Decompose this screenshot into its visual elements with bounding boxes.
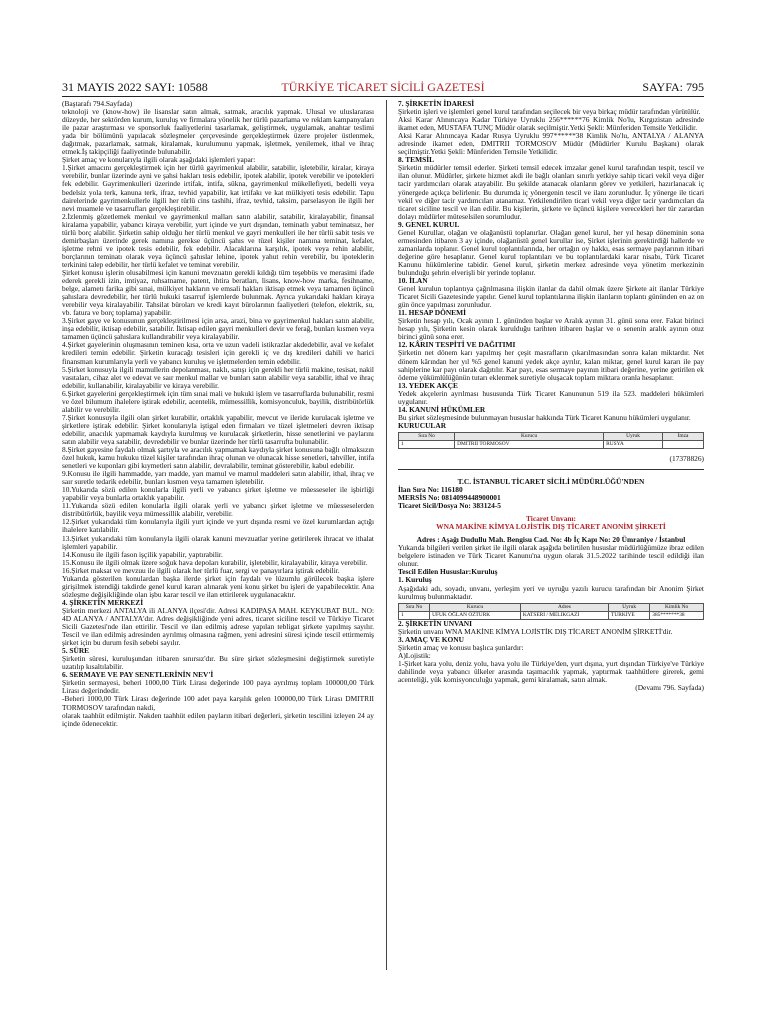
paragraph: Aşağıdaki adı, soyadı, unvanı, yerleşim yeri ve uyruğu yazılı kurucu tarafından bir Anonim Şirket kurulmuş bulunmaktadır. — [398, 583, 704, 601]
founders-title: KURUCULAR — [398, 420, 447, 430]
paragraph: Yedek akçelerin ayrılması hususunda Türk Ticaret Kanununun 519 ila 523. maddeleri hükümleri uygulanır. — [398, 388, 704, 406]
table-header-row — [399, 603, 704, 611]
paragraph: 12.Şirket yukarıdaki tüm konularıyla ilgili yurt içinde ve yurt dışında resmi ve özel kurumlardan açtığı ihalelere katılabilir. — [62, 517, 374, 535]
paragraph: olarak taahhüt edilmiştir. Nakden taahhüt edilen payların itibari değerleri, şirketin tescilini izleyen 24 ay içinde ödenecektir. — [62, 710, 374, 728]
page-header — [62, 78, 704, 97]
table-cell: TÜRKİYE — [609, 611, 650, 619]
page-number: SAYFA: 795 — [642, 80, 704, 94]
paragraph: 1-Şirket kara yolu, deniz yolu, hava yolu ile Türkiye'den, yurt dışına, yurt dışından Türkiye've Türkiye dahilinde veya yabancı ülkeler arasında taşımacılık yapmak, yaptırmak taahhütlere girerek, gemi acenteliği, yük komisyonculuğu yapmak, gemi kiralamak, satın almak. — [398, 658, 704, 684]
paragraph: 11.Yukarıda sözü edilen konularla ilgili olarak yerli ve yabancı şirket işletme ve müesseselerden distribütörlük, bayilik veya mümessillik alabilir, verebilir. — [62, 501, 374, 519]
table-header: Kimlik No — [650, 603, 704, 611]
continued-from: (Baştarafı 794.Sayfada) — [62, 99, 133, 108]
table-cell: 1 — [399, 440, 455, 448]
paragraph: Bu şirket sözleşmesinde bulunmayan hususlar hakkında Türk Ticaret Kanunu hükümleri uygulanır. — [398, 412, 691, 422]
left-column — [62, 100, 374, 728]
paragraph: 5.Şirket konusuyla ilgili mamullerin depolanması, naklı, satışı için gerekli her türlü makine, tesisat, nakil vasıtaları, cihaz alet ve edevat ve saır menkul mallar ve bunları satın alabilir veya satabilir, ithal ve ihraç edebilir, kullanabilir, kiralayabilir ve kiraya verebilir. — [62, 364, 374, 390]
paragraph: 14.Konusu ile ilgili fason işçilik yapabilir, yaptırabilir. — [62, 549, 223, 559]
paragraph: Şirketin işleri ve işlemleri genel kurul tarafından seçilecek bir veya birkaç müdür tarafından yürütülür. — [398, 107, 701, 117]
paragraph: Şirket amaç ve konularıyla ilgili olarak aşağıdaki işlemleri yapar: — [62, 155, 256, 165]
section-title: 6. SERMAYE VE PAY SENETLERİNİN NEV'İ — [62, 670, 214, 680]
paragraph: -Beheri 1000,00 Türk Lirası değerinde 100 adet paya karşılık gelen 100000,00 Türk Lirası DMITRII TORMOSOV tarafından nakdi, — [62, 694, 374, 712]
paragraph: Yukarıda gösterilen konulardan başka ilerde şirket için faydalı ve lüzumlu görülecek başka işlere girişilmek istendiği takdirde genel kurul kararı alınarak yeni konu şirket bu işleri de yapabilecektir. Ana sözleşme değişikliğinde olan işbu karar tescil ve ilan ettirilerek uygulanacaktır. — [62, 573, 374, 599]
paragraph: 15.Konusu ile ilgili olmak üzere soğuk hava depoları kurabilir, işletebilir, kiralayabilir, kiraya verebilir. — [62, 557, 368, 567]
paragraph: Aksi Karar Alınıncaya Kadar Rusya Uyruklu 997******38 Kimlik No'lu, ANTALYA / ALANYA adresinde ikamet eden, DMITRII TORMOSOV Müdür (Müdürler Kurulu Başkanı) olarak seçilmiştir.Yetki Şekli: Münferiden Temsile Yetkilidir. — [398, 131, 704, 157]
paragraph: 8.Şirket gayesine faydalı olmak şartıyla ve aracılık yapmamak kaydıyla şirket konusuna bağlı olmaksızın özel hukuk, kamu hukuku tüzel kişiler tarafından ihraç olunan ve olunacak hisse senetleri, tahviller, intifa senetleri ve kuponları gibi kıymetleri satın alabilir, devralabilir, teminat gösterebilir, kabul edebilir. — [62, 445, 374, 471]
table-header: Kurucu — [430, 603, 521, 611]
table-cell: 1 — [399, 611, 430, 619]
paragraph: 13.Şirket yukarıdaki tüm konularıyla ilgili olarak kanuni mevzuatlar yerine getirilerek ihracat ve ithalat işlemleri yapabilir. — [62, 533, 374, 551]
section-separator — [398, 469, 704, 470]
section-title: 7. ŞİRKETİN İDARESİ — [398, 99, 475, 108]
paragraph: Şirketin unvanı WNA MAKİNE KİMYA LOJİSTİK DIŞ TİCARET ANONİM ŞİRKETİ'dir. — [398, 626, 673, 636]
section-title: 13. YEDEK AKÇE — [398, 380, 458, 390]
reference-number: (17378826) — [669, 453, 704, 463]
right-column — [398, 100, 704, 692]
table-cell — [663, 440, 704, 448]
paragraph: Şirket konusu işlerin olusabilmesi için kanuni mevzuatın gerekli kıldığı tüm teşebbüs ve merasimi ifade ederek gerekli izin, imtiyaz, ruhsatname, patent, ihtira beratları, lisans, know-how marka, fesihname, belge, alametı farika gibi sınai, mülkiyet hakların ve emsali hakları iktisap etmek veya tamamen üçüncü şahıslara devredebilir, her türlü hukuki tasarruf işlemlerde bulunmak. Ayrıca yukarıdaki hakları kiraya verebilir veya kiralayabilir. Tahsilat büroları ve kredi kayıt bürolarının faaliyetleri (telefon, elektrik, su, vb. fatura ve borç toplama) yapabilir. — [62, 267, 374, 318]
paragraph: Yukarıda bilgileri verilen şirket ile ilgili olarak aşağıda belirtilen hususlar müdürlüğümüze ibraz edilen belgelere istinaden ve Türk Ticaret Kanunu'na uygun olarak 31.5.2022 tarihinde tescil edildiği ilan olunur. — [398, 543, 704, 569]
paragraph: Şirketin süresi, kuruluşundan itibaren sınırsız'dır. Bu süre şirket sözleşmesini değiştirmek suretiyle uzatılıp kısaltılabilir. — [62, 654, 374, 672]
section-title: 10. İLAN — [398, 276, 428, 286]
paragraph: Şirketin amaç ve konusu başlıca şunlardır: — [398, 642, 524, 652]
paragraph: Aksi Karar Alınıncaya Kadar Türkiye Uyruklu 256******76 Kimlik No'lu, Kırgızistan adresinde ikamet eden, MUSTAFA TUNÇ Müdür olarak seçilmiştir.Yetki Şekli: Münferiden Temsile Yetkilidir. — [398, 115, 704, 133]
paragraph: 16.Şirket maksat ve mevzuu ile ilgili olarak her türlü fuar, sergi ve panayırlara iştirak edebilir. — [62, 565, 340, 575]
section-title: 8. TEMSİL — [398, 155, 435, 165]
paragraph: 9.Konusu ile ilgili hammadde, yarı madde, yarı mamul ve mamul maddeleri satın alabilir, ithal, ihraç ve saır suretle tedarik edebilir, bunları kısmen veya tamamen işletebilir. — [62, 469, 374, 487]
mersis-number: MERSİS No: 0814099448900001 — [398, 493, 501, 503]
table-row — [399, 611, 704, 619]
section-title: 5. SÜRE — [62, 646, 90, 656]
table-cell: KATSERİ / MELIKGAZİ — [520, 611, 608, 619]
paragraph: Genel kurulun toplantıya çağrılmasına ilişkin ilanlar da dahil olmak üzere Şirkete ait ilanlar Türkiye Ticaret Sicili Gazetesinde yapılır. Genel kurul toplantılarına ilişkin ilanların toplantı gününden en az on gün önce yapılması zorunludur. — [398, 284, 704, 310]
founder-details-table — [398, 603, 704, 620]
registry-number: Ticaret Sicil/Dosya No: 383124-5 — [398, 501, 501, 511]
paragraph: 10.Yukarıda sözü edilen konularla ilgili yerli ve yabancı şirket işletme ve müesseseler ile işbirliği yapabilir veya bunlarla ortaklık yapabilir. — [62, 485, 374, 503]
paragraph: teknoloji ve (know-how) ile lisanslar satın almak, satmak, aracılık yapmak. Ulusal ve uluslararası düzeyde, her sektörden kurum, kuruluş ve firmalara yönelik her türlü pazarlama ve reklam kampanyaları ile pazar araştırması ve sponsorluk faaliyetlerini tasarlamak, geliştirmek, uygulamak, anahtar teslimi yada bir bölümünü yapılacak sözleşmeler çerçevesinde gerçekleştirmek üzere projeler üstlenmek, dağıtmak, pazarlamak, satmak, kiralamak, kurulumunu yapmak, işletmek, yenilemek, ithal ve ihraç etmek.İş takipçiliği faaliyetinde bulunabilir. — [62, 107, 374, 157]
table-header: Uyruk — [604, 432, 663, 440]
table-header: Sıra No — [399, 432, 455, 440]
paragraph: 1.Şirket amacını gerçekleştirmek için her türlü gayrimenkul alabilir, satabilir, işletebilir, kiralar, kiraya verebilir, bunlar üzerinde ayni ve şahsi hakları tesis edebilir, ipotek alabilir, ipotek verebilir ve ipotekleri fek edebilir. Gayrimenkulleri üzerinde irtifak, intifa, sükna, gayrimenkul mükellefiyeti, bedelli veya bedelsiz yola terk, kanuna terk, ifraz, tevhid yapabilir, kat irtifakı ve kat mülkiyeti tesis edebilir. Tapu dairelerinde gayrimenkullerle ilgili her türlü cins tashihi, ifraz, tevhid, taksim, parselasyon ile ilgili her nevi muamele ve tasarrufları gerçekleştirebilir. — [62, 163, 374, 213]
trade-name-label: Ticaret Unvanı: — [525, 514, 577, 524]
section-title: 12. KÂRIN TESPİTİ VE DAĞITIMI — [398, 340, 516, 350]
paragraph: 4.Şirket gayelerinin oluşmasının teminen kısa, orta ve uzun vadeli istikrazlar akdedebilir, aval ve kefalet kredileri temin edebilir. Şirketin kuracağı tesisleri için gerekli iç ve dış kredileri dahili ve harici finansman kurumlarıyla yerli ve yabancı kuruluş ve işletmelerden temin edebilir. — [62, 340, 374, 366]
gazette-title: TÜRKİYE TİCARET SİCİLİ GAZETESİ — [281, 80, 485, 94]
paragraph: Şirketin sermayesi, beheri 1000,00 Türk Lirası değerinde 100 paya ayrılmış toplam 100000,00 Türk Lirası değerindedir. — [62, 678, 374, 696]
paragraph: Genel Kurullar, olağan ve olağanüstü toplanırlar. Olağan genel kurul, her yıl hesap döneminin sona ermesinden itibaren 3 ay içinde, olağanüstü genel kurullar ise, Şirket işlerinin gerektirdiği hallerde ve zamanlarda toplanır. Genel kurul toplantılarında, her ortağın oy hakkı, esas sermaye paylarının itibari değerine göre hesaplanır. Genel kurul toplantıları ve bu toplantılardaki karar nisabı, Türk Ticaret Kanunu hükümlerine tabidir. Genel kurul, şirketin merkez adresinde veya yönetim merkezinin bulunduğu şehrin elverişli bir yerinde toplanır. — [398, 227, 704, 277]
table-header: Uyruk — [609, 603, 650, 611]
section-title: 1. Kuruluş — [398, 575, 432, 585]
paragraph: Şirketin hesap yılı, Ocak ayının 1. gününden başlar ve Aralık ayının 31. günü sona erer. Fakat birinci hesap yılı, Şirketin kesin olarak kurulduğu tarihten itibaren başlar ve o senenin aralık ayının otuz birinci günü sona erer. — [398, 316, 704, 342]
table-header: Adres — [520, 603, 608, 611]
section-title: 3. AMAÇ VE KONU — [398, 634, 464, 644]
section-title: 14. KANUNİ HÜKÜMLER — [398, 404, 486, 414]
registry-office: T.C. İSTANBUL TİCARET SİCİLİ MÜDÜRLÜĞÜ'NDEN — [457, 476, 645, 486]
table-header: İmza — [663, 432, 704, 440]
paragraph: 2.İzlenmiş gözetlemek menkul ve gayrimenkul malları satın alabilir, satabilir, kiralayabilir, finansal kiralama yapabilir, yabancı kiraya verebilir, yurt içinde ve yurt dışından, teminatlı yabut teminatsız, her türlü borç alabilir. Şirketin sahip olduğu her türlü menkul ve gayri menkulleri ile her türlü sabit tesis ve demirbaşları üzerinde gerek namına gerekse üçüncü şahıs ve tüzel kişiler namına teminat, kefalet, işletme rehni ve ipotek tesis edebilir, fek edebilir. Alacaklarına karşılık, ipotek veya rehin alabilir, borçlarının teminatı olarak veya üçüncü şahıslar lehine, ipotek yahut rehin verebilir, bu ipoteklerin terkinini talep edebilir, her türlü kefalet ve teminat verebilir. — [62, 211, 374, 269]
trade-name: WNA MAKİNE KİMYA LOJİSTİK DIŞ TİCARET ANONİM ŞİRKETİ — [436, 522, 666, 532]
table-header: Sıra No — [399, 603, 430, 611]
continued-on: (Devamı 796. Sayfada) — [635, 683, 704, 692]
paragraph: Şirketin müdürler temsil ederler. Şirketi temsil edecek imzalar genel kurul tarafından tespit, tescil ve ilan olunur. Müdürler, şirkete hizmet akdi ile bağlı olanları sınırlı yetkiye sahip ticari vekil veya diğer tacir yardımcıları olarak atayabilir. Bu şekilde atanacak olanların görev ve yetkileri, hazırlanacak iç yönergede açıkça belirlenir. Bu durumda iç yönergenin tescil ve ilanı zorunludur. İç yönerge ile ticari vekil ve diğer tacir yardımcıları atanamaz. Yetkilendirilen ticari vekil veya diğer tacir yardımcıları da ticaret siciline tescil ve ilan edilir. Bu kişilerin, şirkete ve üçüncü kişilere verecekleri her tür zarardan dolayı müdürler müteselsilen sorumludur. — [398, 163, 704, 221]
section-title: 2. ŞİRKETİN UNVANI — [398, 618, 472, 628]
table-row — [399, 440, 704, 448]
paragraph: A)Lojistik: — [398, 650, 431, 660]
table-cell: RUSYA — [604, 440, 663, 448]
table-header: Kurucu — [455, 432, 604, 440]
founders-table — [398, 432, 704, 449]
table-header-row — [399, 432, 704, 440]
section-title: 11. HESAP DÖNEMİ — [398, 308, 466, 318]
table-cell: 385*******38 — [650, 611, 704, 619]
section-title: 9. GENEL KURUL — [398, 219, 460, 229]
paragraph: 6.Şirket gayelerini gerçekleştirmek için tüm sınai mali ve hukuki işlem ve tasarruflarda bulunabilir, resmi ve özel bilumum ihalelere iştirak edebilir, acentelik, mümessillik, komisyonculuk, bayilik, distribütörlük alabilir ve verebilir. — [62, 388, 374, 414]
section-title: 4. ŞİRKETİN MERKEZİ — [62, 597, 144, 607]
company-address: Adres : Aşağı Dudullu Mah. Bengisu Cad. No: 4b İç Kapı No: 20 Ümraniye / İstanbul — [416, 535, 686, 545]
paragraph: Şirketin net dönem karı yapılmış her çeşit masrafların çıkarılmasından sonra kalan miktardır. Net dönem kârından her yıl %5 genel kanuni yedek akçe ayrılır, kalan miktar, genel kurul kararı ile pay sahiplerine kar payı olarak dağıtılır. Kar payı, esas sermaye payının itibari değerine, yerine getirilen ek ödeme yükümlülüğünün tutarı eklenmek suretiyle oluşacak toplam miktara oranla hesaplanır. — [398, 348, 704, 382]
registered-matters: Tescil Edilen Hususlar:Kuruluş — [398, 567, 498, 577]
ad-number: İlan Sıra No: 116180 — [398, 485, 463, 495]
table-cell: DMITRII TORMOSOV — [455, 440, 604, 448]
paragraph: Şirketin merkezi ANTALYA ili ALANYA ilçesi'dir. Adresi KADIPAŞA MAH. KEYKUBAT BUL. NO: 4D ALANYA / ANTALYA'dır. Adres değişikliğinde yeni adres, ticaret siciline tescil ve Türkiye Ticaret Sicili Gazetesi'nde ilan ettirilir. Tescil ve ilan edilmiş adrese yapılan tebligat şirkete yapılmış sayılır. Tescil ve ilan edilmiş adresinden ayrılmış olmasına rağmen, yeni adresini süresi içinde tescil ettirmemiş şirket için bu durum fesih sebebi sayılır. — [62, 605, 374, 648]
table-cell: UFUK OĞLAN OZTÜRK — [430, 611, 521, 619]
paragraph: 7.Şirket konusuyla ilgili olan şirket kurabilir, ortaklık yapabilir, mevcut ve ileride kurulacak işletme ve şirketlere iştirak edebilir. Şirket konularıyla iştigal eden firmaları ve tüzel işletmeleri devren iktisap edebilir, anacılık yapmamak kaydıyla kurulmuş ve kurulacak şirketlerin, hisse senetlerini ve paylarını satın alabilir veya satabilir, devredebilir ve bunlar üzerinde her türlü tasarrufta bulunabilir. — [62, 412, 374, 446]
paragraph: 3.Şirket gaye ve konusunun gerçekleştirilmesi için arsa, arazi, bina ve gayrimenkul hakları satın alabilir, inşa edebilir, iktisap edebilir, satabilir. İktisap edilen gayri menkulleri devir ve ferağ, bunları kısmen veya tamamen üçüncü şahıslara kullandırabilir veya kiralayabilir. — [62, 316, 374, 342]
issue-date: 31 MAYIS 2022 SAYI: 10588 — [62, 80, 208, 94]
column-divider — [386, 100, 387, 970]
